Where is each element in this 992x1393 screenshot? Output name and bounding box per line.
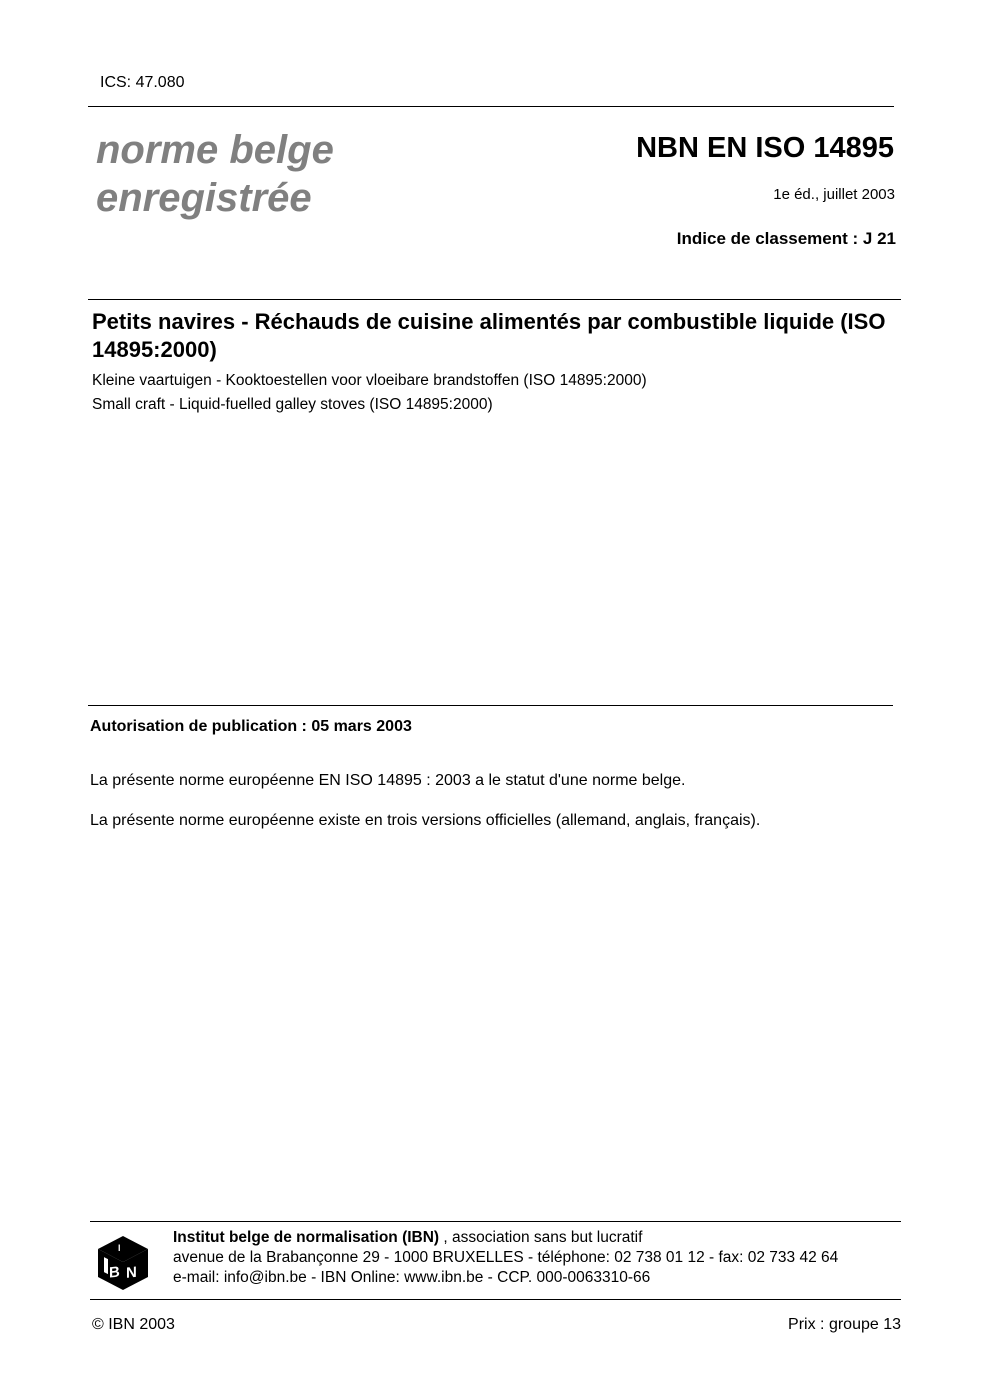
- svg-text:B: B: [109, 1263, 120, 1282]
- ibn-logo-icon: [96, 1235, 150, 1291]
- edition-date: 1e éd., juillet 2003: [773, 186, 895, 203]
- footer-divider-top: [90, 1221, 901, 1222]
- organization-name: Institut belge de normalisation (IBN): [173, 1229, 440, 1246]
- section-divider: [88, 705, 893, 706]
- versions-paragraph: La présente norme européenne existe en trois versions officielles (allemand, anglais, français).: [90, 812, 761, 829]
- standard-number: NBN EN ISO 14895: [636, 132, 894, 164]
- price-group: Prix : groupe 13: [788, 1316, 901, 1333]
- brand-title-line2: enregistrée: [96, 176, 312, 220]
- footer-divider-bottom: [90, 1299, 901, 1300]
- svg-text:I: I: [118, 1243, 121, 1253]
- copyright-notice: © IBN 2003: [92, 1316, 175, 1333]
- document-title-english: Small craft - Liquid-fuelled galley stoves (ISO 14895:2000): [92, 396, 493, 413]
- status-paragraph: La présente norme européenne EN ISO 14895 : 2003 a le statut d'une norme belge.: [90, 772, 686, 789]
- organization-type: , association sans but lucratif: [439, 1229, 643, 1246]
- header-divider: [88, 106, 894, 107]
- classification-index: Indice de classement : J 21: [676, 229, 896, 248]
- organization-line: [173, 1228, 642, 1248]
- document-title-dutch: Kleine vaartuigen - Kooktoestellen voor vloeibare brandstoffen (ISO 14895:2000): [92, 372, 647, 389]
- publication-authorization: Autorisation de publication : 05 mars 2003: [90, 718, 412, 735]
- organization-address: avenue de la Brabançonne 29 - 1000 BRUXELLES - téléphone: 02 738 01 12 - fax: 02 733 42 64: [173, 1249, 839, 1266]
- organization-contact: e-mail: info@ibn.be - IBN Online: www.ibn.be - CCP. 000-0063310-66: [173, 1269, 651, 1286]
- title-divider: [88, 299, 901, 300]
- svg-text:N: N: [126, 1263, 137, 1282]
- document-title-french: Petits navires - Réchauds de cuisine alimentés par combustible liquide (ISO 14895:2000): [92, 309, 886, 362]
- brand-title-line1: norme belge: [96, 128, 334, 172]
- ics-code: ICS: 47.080: [100, 74, 185, 91]
